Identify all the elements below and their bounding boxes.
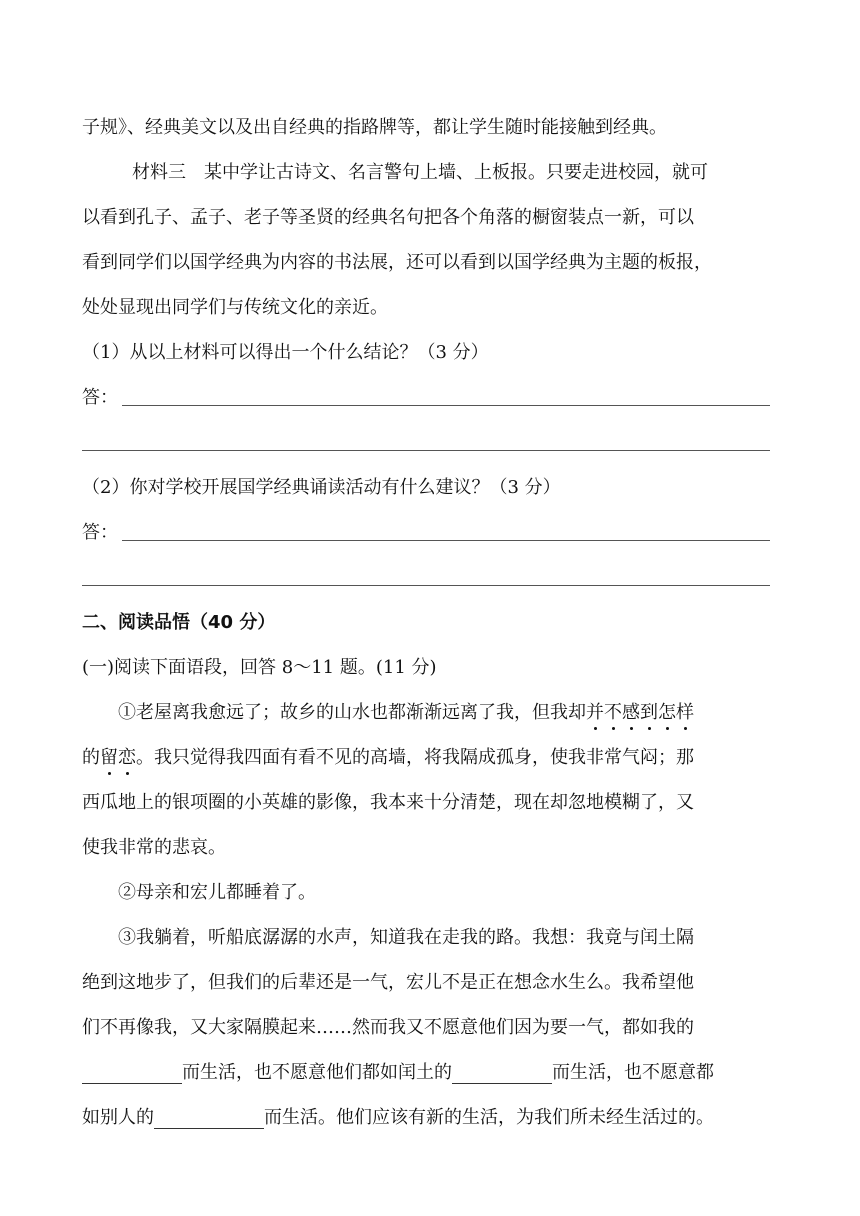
text-span: 如别人的: [82, 1107, 154, 1128]
answer-label: 答：: [82, 522, 118, 543]
text-span: 的: [82, 747, 100, 768]
emphasized-text: [586, 702, 694, 723]
emphasis-dot-char: 感: [622, 702, 640, 723]
material-text-line: 看到同学们以国学经典为内容的书法展，还可以看到以国学经典为主题的板报，: [82, 252, 712, 273]
paragraph-1-line: [118, 702, 782, 724]
section-heading: 二、阅读品悟（40 分）: [82, 612, 276, 633]
answer-line[interactable]: [122, 540, 770, 541]
emphasis-dot-char: 到: [640, 702, 658, 723]
material-text-line: 以看到孔子、孟子、老子等圣贤的经典名句把各个角落的橱窗装点一新，可以: [82, 207, 694, 228]
emphasized-text: [100, 747, 136, 768]
paragraph-3-line: 们不再像我，又大家隔膜起来……然而我又不愿意他们因为要一气，都如我的: [82, 1017, 694, 1038]
paragraph-3-line: [82, 1062, 782, 1084]
section-instruction: (一)阅读下面语段，回答 8～11 题。(11 分): [82, 657, 437, 678]
fill-blank[interactable]: [452, 1065, 552, 1084]
emphasis-dot-char: 留: [100, 747, 118, 768]
answer-label: 答：: [82, 387, 118, 408]
paragraph-2: ②母亲和宏儿都睡着了。: [118, 882, 316, 903]
emphasis-dot-char: 不: [604, 702, 622, 723]
paragraph-3-line: 绝到这地步了，但我们的后辈还是一气，宏儿不是正在想念水生么。我希望他: [82, 972, 694, 993]
emphasis-dot-char: 恋: [118, 747, 136, 768]
question-1: （1）从以上材料可以得出一个什么结论？（3 分）: [82, 342, 489, 363]
paragraph-1-line: 使我非常的悲哀。: [82, 837, 226, 858]
emphasis-dot-char: 并: [586, 702, 604, 723]
text-span: 。我只觉得我四面有看不见的高墙，将我隔成孤身，使我非常气闷；那: [136, 747, 694, 768]
question-2: （2）你对学校开展国学经典诵读活动有什么建议？（3 分）: [82, 477, 561, 498]
text-span: 而生活，也不愿意都: [552, 1062, 714, 1083]
fill-blank[interactable]: [154, 1110, 264, 1129]
emphasis-dot-char: 样: [676, 702, 694, 723]
paragraph-1-line: 西瓜地上的银项圈的小英雄的影像，我本来十分清楚，现在却忽地模糊了，又: [82, 792, 694, 813]
text-span: ①老屋离我愈远了；故乡的山水也都渐渐远离了我，但我却: [118, 702, 586, 723]
emphasis-dot-char: 怎: [658, 702, 676, 723]
answer-line[interactable]: [122, 405, 770, 406]
material-text-line: 处处显现出同学们与传统文化的亲近。: [82, 297, 388, 318]
material-text-line: 子规》、经典美文以及出自经典的指路牌等，都让学生随时能接触到经典。: [82, 117, 667, 138]
fill-blank[interactable]: [82, 1065, 182, 1084]
text-span: 而生活，也不愿意他们都如闰土的: [182, 1062, 452, 1083]
paragraph-3-line: [82, 1107, 782, 1129]
paragraph-3-line: ③我躺着，听船底潺潺的水声，知道我在走我的路。我想：我竟与闰土隔: [118, 927, 694, 948]
material-three-line: 材料三 某中学让古诗文、名言警句上墙、上板报。只要走进校园，就可: [132, 162, 708, 183]
answer-line[interactable]: [82, 585, 770, 586]
paragraph-1-line: [82, 747, 782, 769]
answer-line[interactable]: [82, 450, 770, 451]
text-span: 而生活。他们应该有新的生活，为我们所未经生活过的。: [264, 1107, 714, 1128]
